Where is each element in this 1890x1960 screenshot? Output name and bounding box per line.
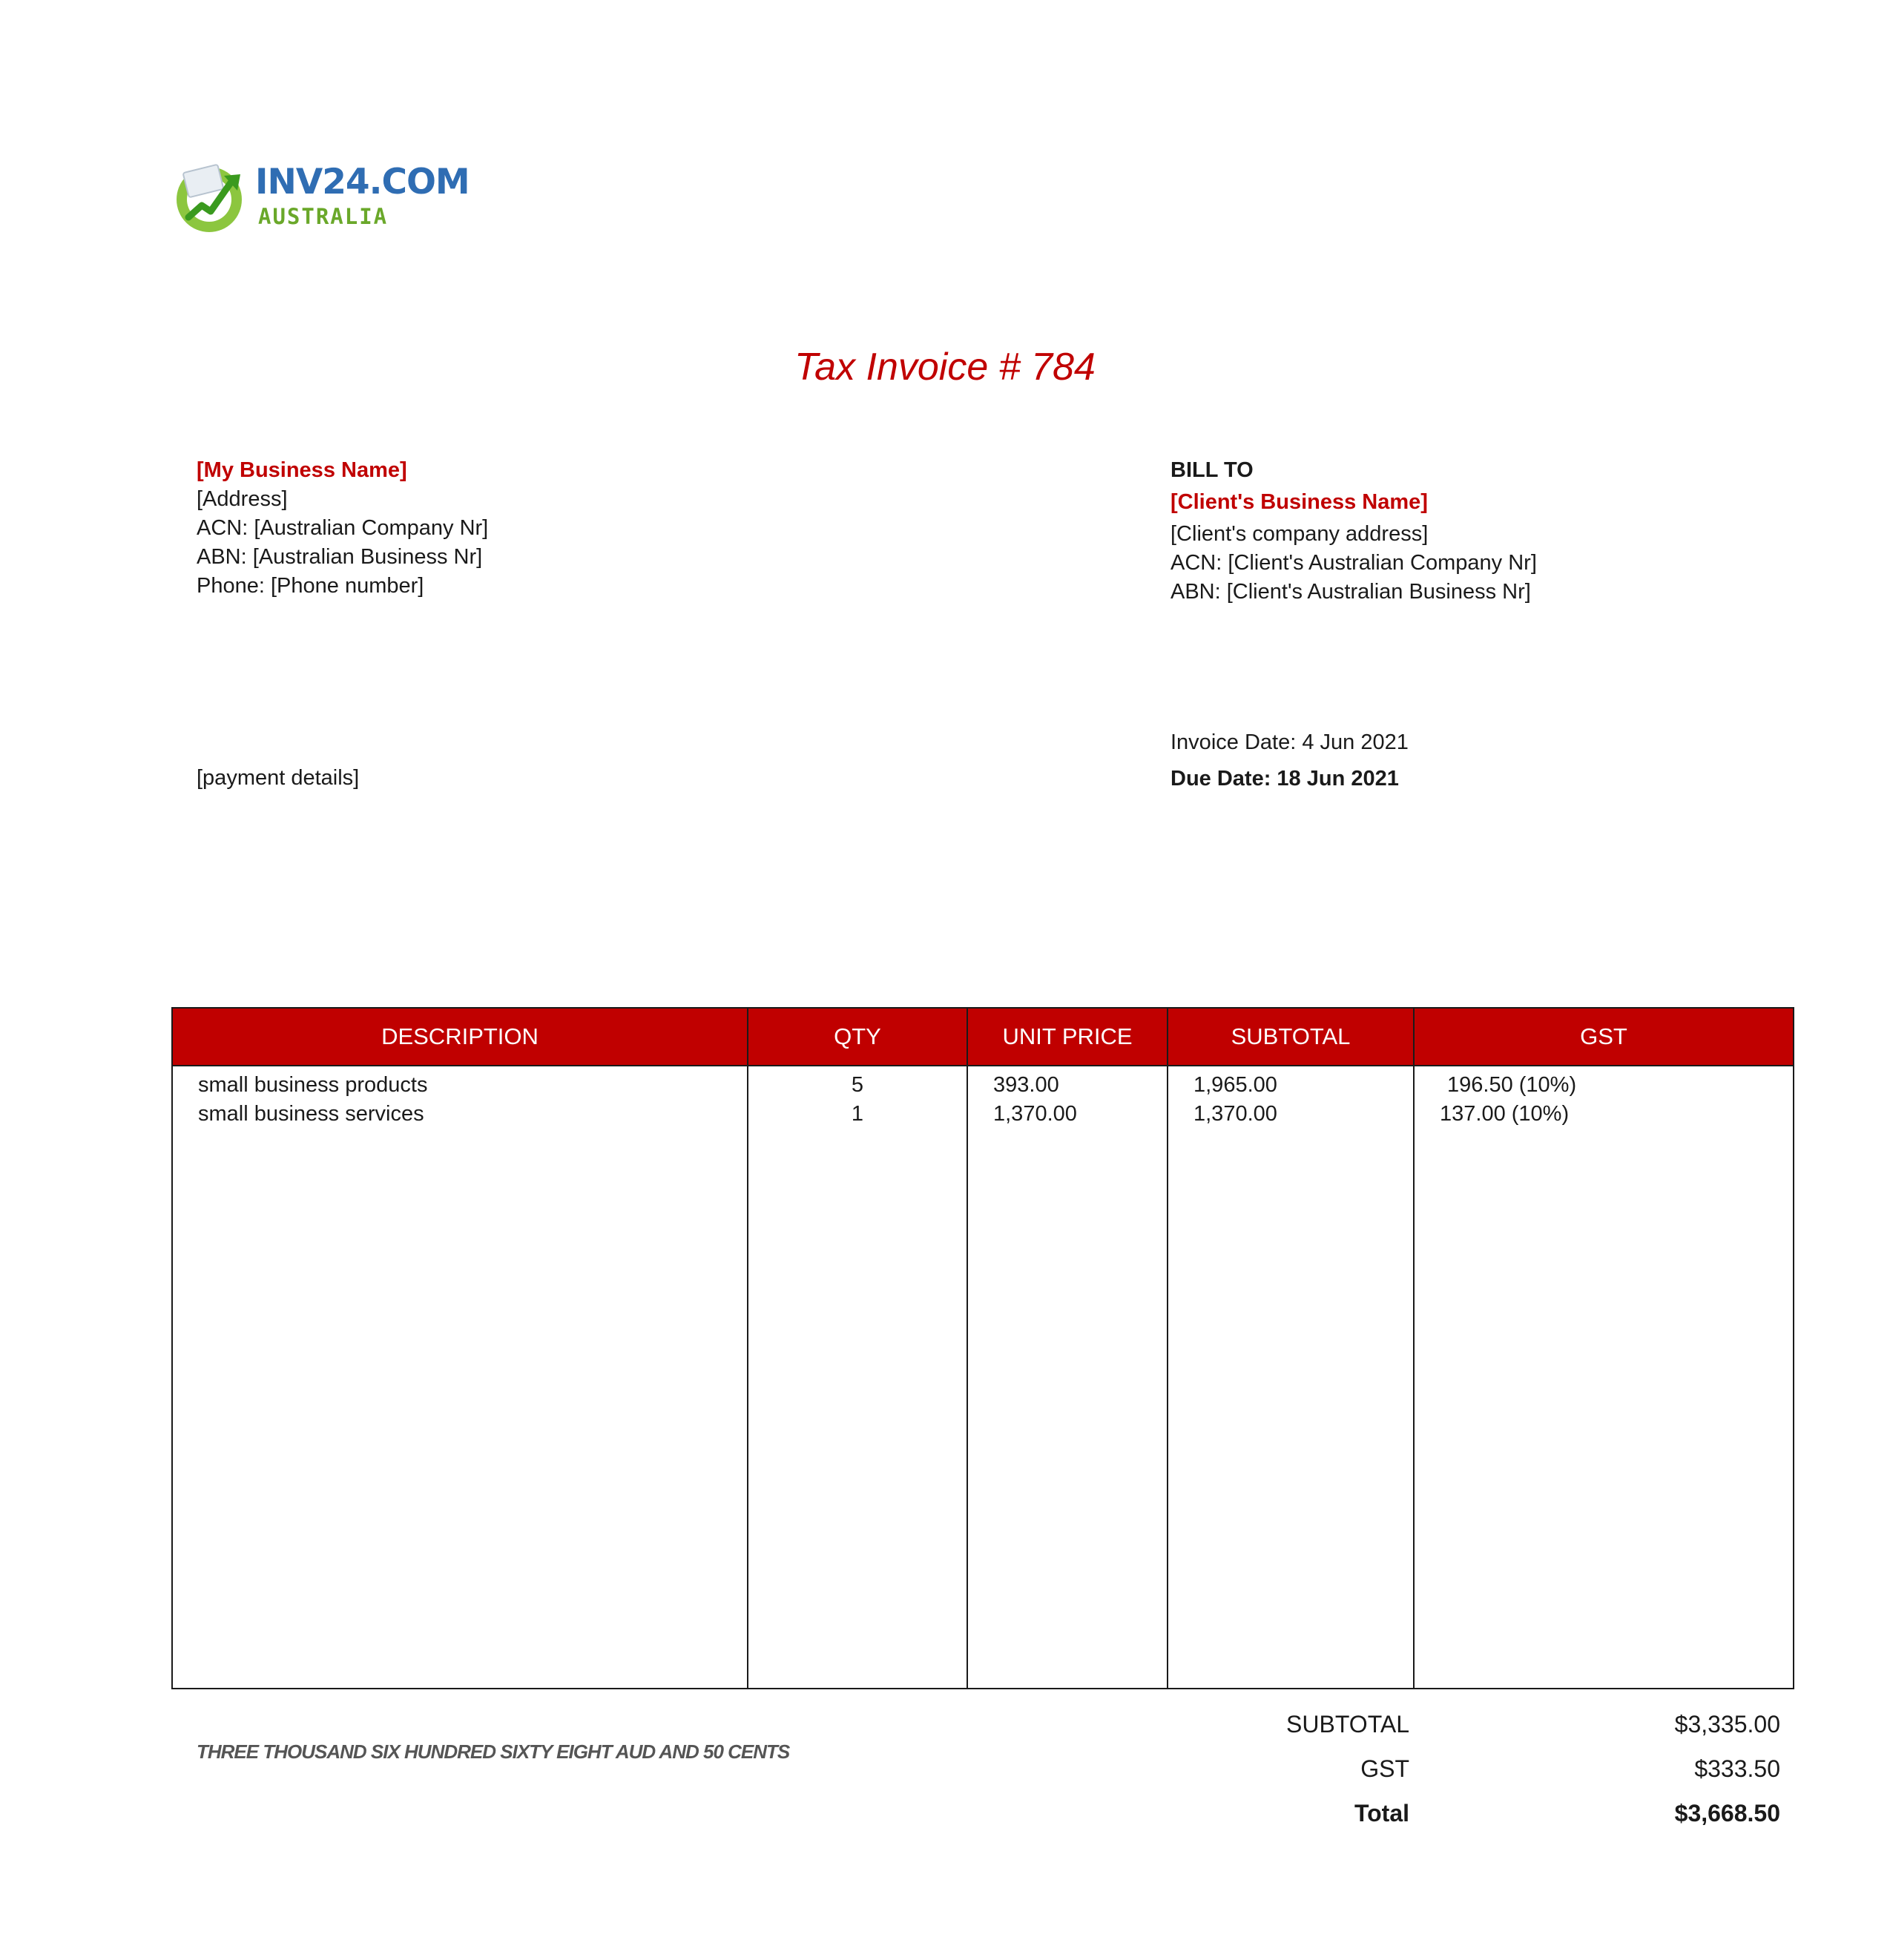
item-gst: 137.00 (10%): [1440, 1102, 1570, 1126]
invoice-title: Tax Invoice # 784: [794, 346, 1096, 389]
table-header: [173, 1009, 1793, 1066]
item-subtotal: 1,370.00: [1193, 1102, 1277, 1126]
total-value: $3,668.50: [1674, 1800, 1780, 1827]
item-description: small business products: [198, 1073, 428, 1097]
column-header-gst: GST: [1580, 1023, 1627, 1049]
column-header-qty: QTY: [834, 1023, 881, 1049]
invoice-dates: [1170, 728, 1409, 793]
logo-text-sub: AUSTRALIA: [258, 204, 389, 229]
client-acn: ACN: [Client's Australian Company Nr]: [1170, 551, 1537, 575]
item-unit-price: 393.00: [993, 1073, 1059, 1097]
bill-to-details: [1170, 456, 1537, 607]
seller-phone: Phone: [Phone number]: [197, 574, 424, 598]
column-header-subtotal: SUBTOTAL: [1231, 1023, 1351, 1049]
column-header-unit-price: UNIT PRICE: [1002, 1023, 1133, 1049]
logo-text-main: INV24.COM: [255, 162, 470, 202]
gst-label: GST: [1360, 1755, 1409, 1782]
column-header-description: DESCRIPTION: [381, 1023, 539, 1049]
line-items-table: [171, 1007, 1794, 1689]
subtotal-row: [1187, 1702, 1780, 1746]
logo-chart-icon: [172, 159, 246, 234]
item-unit-price: 1,370.00: [993, 1102, 1077, 1126]
item-qty: 1: [851, 1102, 864, 1126]
invoice-date: Invoice Date: 4 Jun 2021: [1170, 730, 1409, 754]
table-row: [173, 1100, 1793, 1129]
item-description: small business services: [198, 1102, 424, 1126]
item-gst: 196.50 (10%): [1447, 1073, 1577, 1097]
seller-details: [197, 456, 488, 601]
total-row: [1187, 1791, 1780, 1835]
table-body: [173, 1071, 1793, 1129]
seller-name: [My Business Name]: [197, 458, 407, 482]
gst-value: $333.50: [1694, 1755, 1780, 1782]
subtotal-value: $3,335.00: [1674, 1711, 1780, 1738]
due-date: Due Date: 18 Jun 2021: [1170, 767, 1399, 791]
client-name: [Client's Business Name]: [1170, 490, 1428, 514]
client-abn: ABN: [Client's Australian Business Nr]: [1170, 580, 1531, 604]
total-label: Total: [1354, 1800, 1409, 1827]
gst-row: [1187, 1746, 1780, 1791]
seller-abn: ABN: [Australian Business Nr]: [197, 545, 483, 569]
company-logo: [172, 159, 470, 234]
totals-summary: [1187, 1702, 1780, 1835]
amount-in-words: THREE THOUSAND SIX HUNDRED SIXTY EIGHT AUD AND 50 CENTS: [197, 1740, 790, 1763]
client-address: [Client's company address]: [1170, 522, 1429, 546]
seller-address: [Address]: [197, 487, 288, 511]
item-qty: 5: [851, 1073, 864, 1097]
table-row: [173, 1071, 1793, 1100]
seller-acn: ACN: [Australian Company Nr]: [197, 516, 489, 540]
bill-to-heading: BILL TO: [1170, 458, 1254, 482]
item-subtotal: 1,965.00: [1193, 1073, 1277, 1097]
subtotal-label: SUBTOTAL: [1286, 1711, 1409, 1738]
payment-details: [payment details]: [197, 766, 360, 790]
